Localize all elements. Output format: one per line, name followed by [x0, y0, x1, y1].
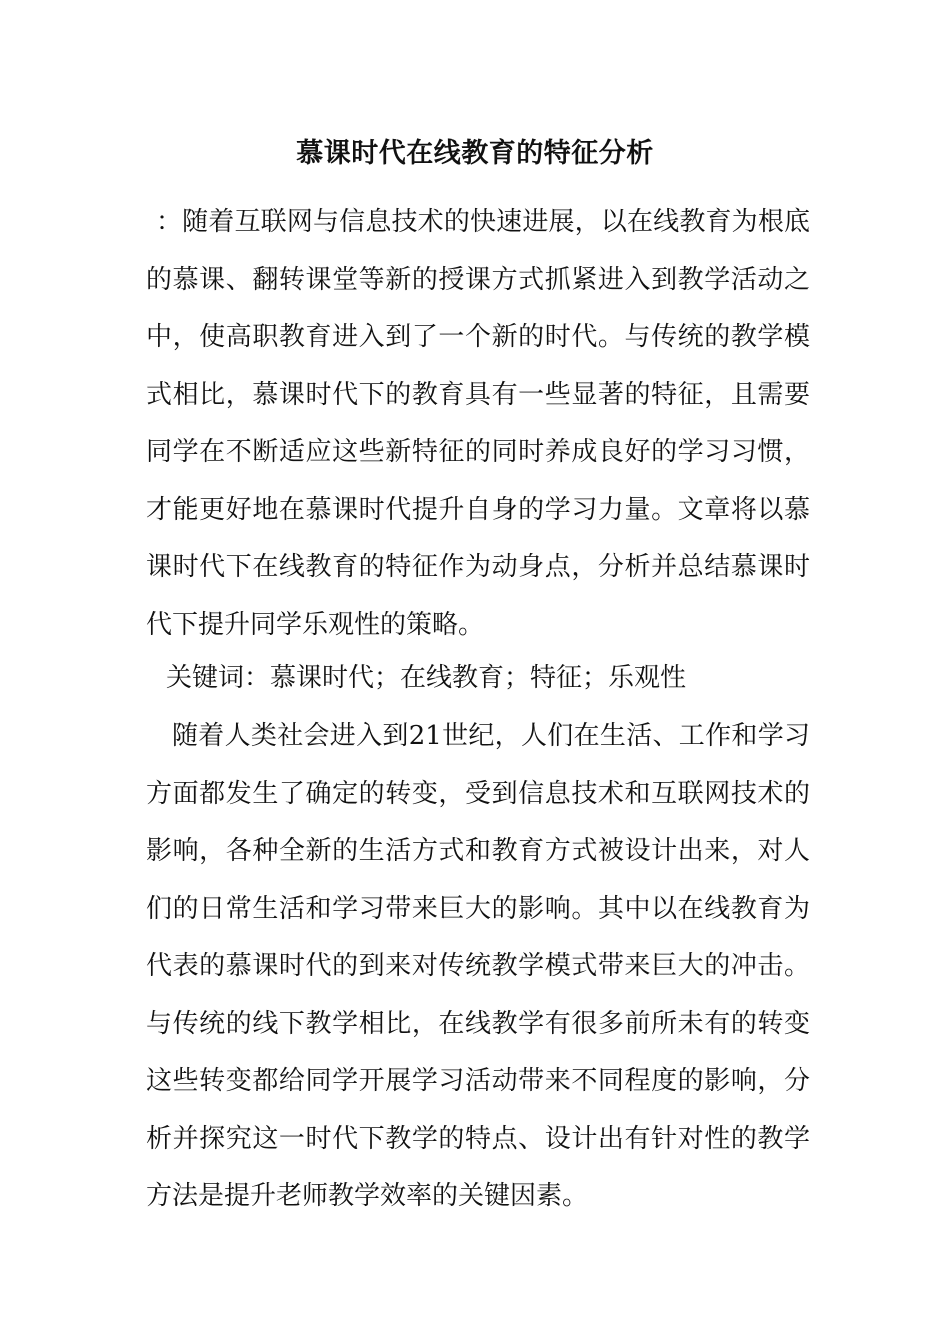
- keywords-line: 关键词：慕课时代；在线教育；特征；乐观性: [166, 663, 687, 693]
- abstract-paragraph: ：随着互联网与信息技术的快速进展，以在线教育为根底的慕课、翻转课堂等新的授课方式抓紧进入到教学活动之中，使高职教育进入到了一个新的时代。与传统的教学模式相比，慕课时代下的教育具有一些显著的特征，且需要同学在不断适应这些新特征的同时养成良好的学习习惯，才能更好地在慕课时代提升自身的学习力量。文章将以慕课时代下在线教育的特征作为动身点，分析并总结慕课时代下提升同学乐观性的策略。: [146, 207, 810, 640]
- intro-paragraph: 随着人类社会进入到21世纪，人们在生活、工作和学习方面都发生了确定的转变，受到信息技术和互联网技术的影响，各种全新的生活方式和教育方式被设计出来，对人们的日常生活和学习带来巨大的影响。其中以在线教育为代表的慕课时代的到来对传统教学模式带来巨大的冲击。与传统的线下教学相比，在线教学有很多前所未有的转变这些转变都给同学开展学习活动带来不同程度的影响，分析并探究这一时代下教学的特点、设计出有针对性的教学方法是提升老师教学效率的关键因素。: [146, 721, 810, 1211]
- document-title: 慕课时代在线教育的特征分析: [296, 138, 654, 169]
